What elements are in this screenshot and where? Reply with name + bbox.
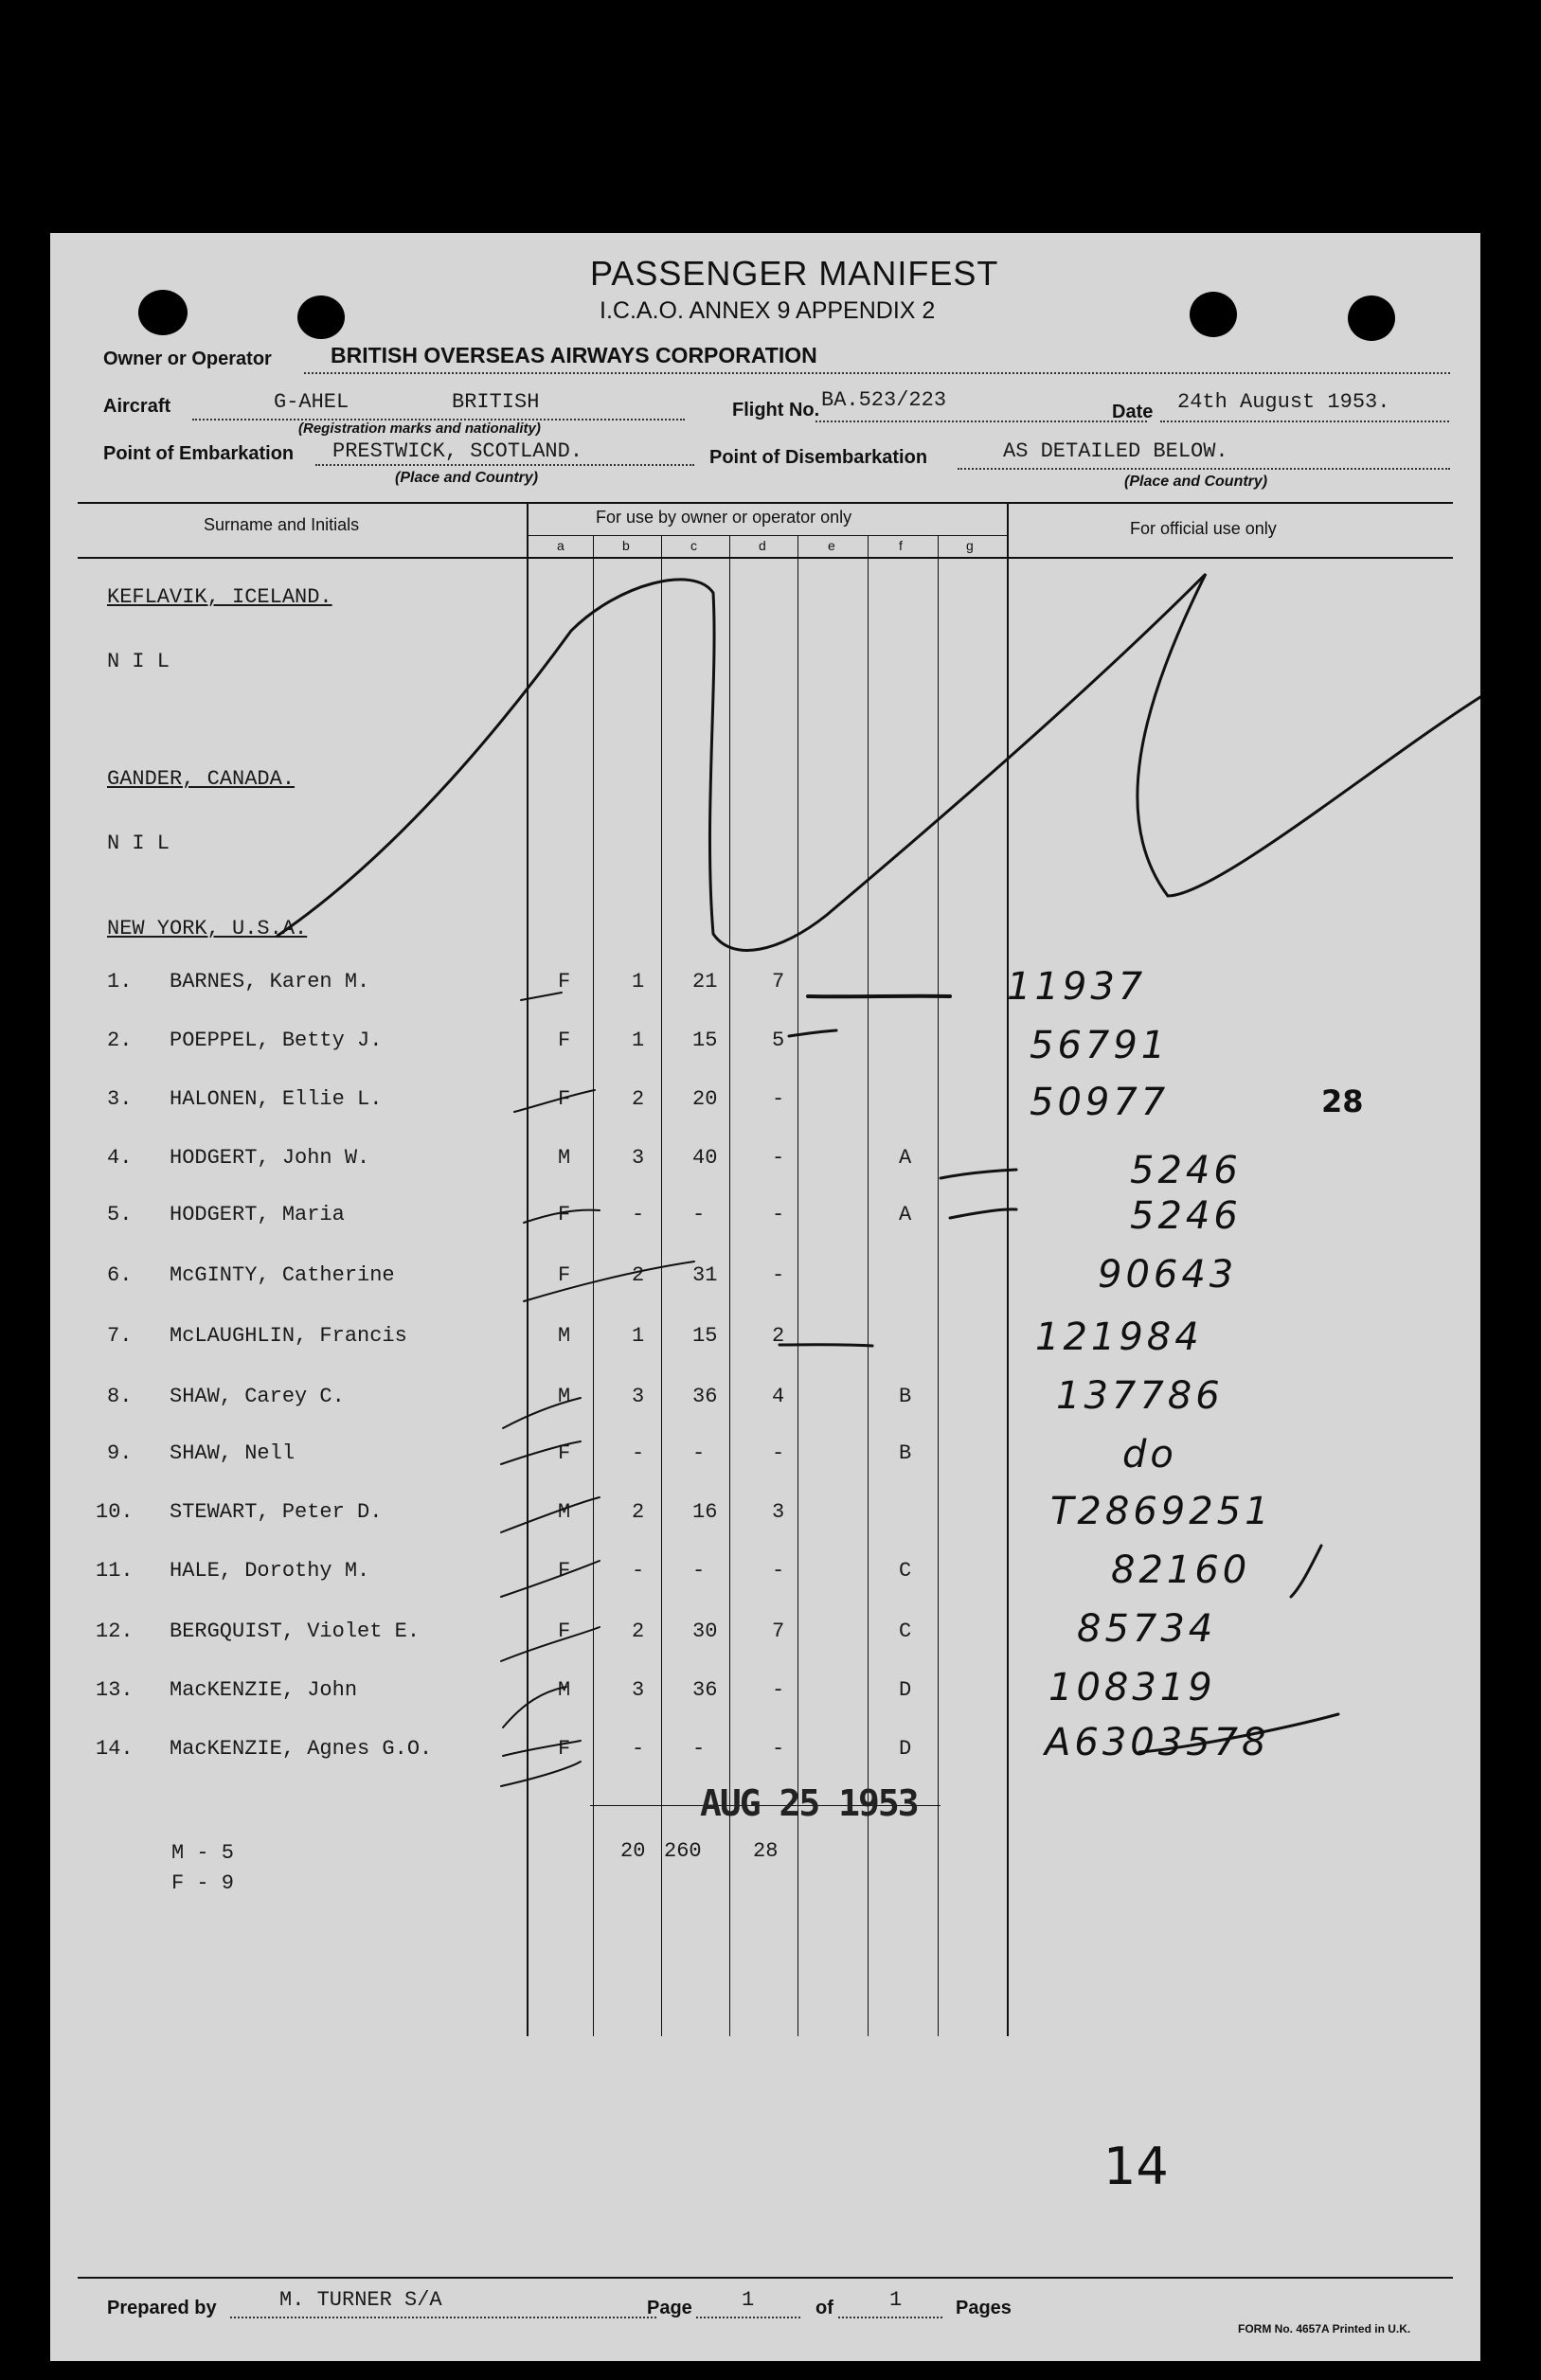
passenger-col-b: 3: [632, 1146, 645, 1170]
date-label: Date: [1112, 402, 1154, 422]
passenger-col-c: 16: [692, 1500, 718, 1524]
passenger-official-number: 121984: [1035, 1315, 1203, 1359]
passenger-official-number: 108319: [1048, 1666, 1216, 1709]
passenger-name: McGINTY, Catherine: [170, 1263, 395, 1287]
section-keflavik-title: KEFLAVIK, ICELAND.: [107, 585, 332, 609]
passenger-col-f: D: [899, 1737, 912, 1761]
passenger-official-number: 90643: [1098, 1253, 1238, 1297]
owner-value: BRITISH OVERSEAS AIRWAYS CORPORATION: [331, 343, 817, 367]
passenger-official-number: 50977: [1030, 1081, 1170, 1124]
passenger-number: 14.: [96, 1737, 134, 1761]
passenger-official-number: do: [1122, 1433, 1177, 1476]
passenger-col-c: 15: [692, 1029, 718, 1052]
passenger-col-b: 1: [632, 1324, 645, 1348]
passenger-col-c: 30: [692, 1619, 718, 1643]
passenger-col-d: -: [772, 1441, 785, 1465]
passenger-col-b: 2: [632, 1500, 645, 1524]
total-female: F - 9: [171, 1871, 235, 1895]
aircraft-nationality: BRITISH: [452, 390, 540, 414]
passenger-col-b: 2: [632, 1619, 645, 1643]
passenger-col-b: 3: [632, 1385, 645, 1408]
passenger-number: 5.: [107, 1203, 133, 1226]
page-title: PASSENGER MANIFEST: [590, 254, 999, 293]
surname-header: Surname and Initials: [204, 515, 360, 534]
aircraft-registration: G-AHEL: [274, 390, 349, 414]
passenger-number: 13.: [96, 1678, 134, 1702]
passenger-col-b: -: [632, 1737, 645, 1761]
embarkation-label: Point of Embarkation: [103, 443, 295, 464]
passenger-sex: F: [558, 1087, 571, 1111]
passenger-sex: F: [558, 1737, 571, 1761]
passenger-name: MacKENZIE, John: [170, 1678, 358, 1702]
pages-label: Pages: [956, 2298, 1012, 2318]
passenger-sex: M: [558, 1146, 571, 1170]
cancellation-scribble: [50, 233, 1480, 2361]
passenger-col-c: -: [692, 1559, 706, 1583]
passenger-sex: M: [558, 1500, 571, 1524]
manifest-sheet: [50, 233, 1480, 2361]
passenger-number: 12.: [96, 1619, 134, 1643]
passenger-sex: M: [558, 1678, 571, 1702]
passenger-col-d: -: [772, 1146, 785, 1170]
section-gander-body: N I L: [107, 832, 170, 855]
of-value: 1: [889, 2288, 903, 2312]
col-g-header: g: [966, 538, 974, 553]
prepared-label: Prepared by: [107, 2298, 217, 2318]
passenger-col-f: D: [899, 1678, 912, 1702]
embarkation-value: PRESTWICK, SCOTLAND.: [332, 439, 583, 463]
passenger-col-b: 2: [632, 1087, 645, 1111]
passenger-col-f: C: [899, 1559, 912, 1583]
passenger-col-c: -: [692, 1441, 706, 1465]
passenger-number: 1.: [107, 970, 133, 993]
section-newyork-title: NEW YORK, U.S.A.: [107, 917, 308, 940]
passenger-col-c: -: [692, 1737, 706, 1761]
passenger-col-c: 20: [692, 1087, 718, 1111]
passenger-name: HODGERT, John W.: [170, 1146, 370, 1170]
registration-note: (Registration marks and nationality): [298, 421, 541, 437]
passenger-name: STEWART, Peter D.: [170, 1500, 383, 1524]
passenger-col-b: -: [632, 1559, 645, 1583]
flight-date: 24th August 1953.: [1177, 390, 1390, 414]
passenger-col-d: -: [772, 1263, 785, 1287]
passenger-official-number: 5246: [1130, 1194, 1242, 1238]
passenger-col-f: A: [899, 1203, 912, 1226]
flight-number: BA.523/223: [821, 388, 947, 412]
flight-label: Flight No.: [732, 400, 820, 421]
passenger-name: POEPPEL, Betty J.: [170, 1029, 383, 1052]
form-number: FORM No. 4657A Printed in U.K.: [1238, 2322, 1411, 2335]
passenger-official-number: 11937: [1007, 965, 1147, 1009]
total-male: M - 5: [171, 1841, 235, 1865]
passenger-col-c: -: [692, 1203, 706, 1226]
col-d-header: d: [759, 538, 766, 553]
passenger-col-c: 21: [692, 970, 718, 993]
passenger-sex: F: [558, 1441, 571, 1465]
passenger-name: HALE, Dorothy M.: [170, 1559, 370, 1583]
passenger-sex: F: [558, 1203, 571, 1226]
total-col-c: 260: [664, 1839, 702, 1863]
passenger-number: 4.: [107, 1146, 133, 1170]
passenger-col-d: -: [772, 1203, 785, 1226]
passenger-official-number: T2869251: [1050, 1490, 1273, 1533]
passenger-name: HALONEN, Ellie L.: [170, 1087, 383, 1111]
of-label: of: [815, 2298, 833, 2318]
passenger-col-f: B: [899, 1441, 912, 1465]
passenger-name: BARNES, Karen M.: [170, 970, 370, 993]
col-c-header: c: [690, 538, 697, 553]
date-stamp: AUG 25 1953: [700, 1782, 918, 1824]
passenger-col-d: -: [772, 1559, 785, 1583]
passenger-number: 7.: [107, 1324, 133, 1348]
aircraft-label: Aircraft: [103, 396, 171, 417]
passenger-number: 9.: [107, 1441, 133, 1465]
col-f-header: f: [899, 538, 903, 553]
place-note-right: (Place and Country): [1124, 474, 1268, 490]
passenger-name: SHAW, Nell: [170, 1441, 296, 1465]
passenger-col-b: -: [632, 1203, 645, 1226]
section-keflavik-body: N I L: [107, 650, 170, 673]
passenger-col-d: -: [772, 1678, 785, 1702]
passenger-col-d: 2: [772, 1324, 785, 1348]
passenger-sex: F: [558, 970, 571, 993]
col-b-header: b: [622, 538, 630, 553]
operator-header: For use by owner or operator only: [596, 508, 852, 527]
owner-label: Owner or Operator: [103, 349, 272, 369]
passenger-name: BERGQUIST, Violet E.: [170, 1619, 421, 1643]
section-gander-title: GANDER, CANADA.: [107, 767, 296, 791]
passenger-official-number: A6303578: [1045, 1721, 1270, 1764]
disembarkation-label: Point of Disembarkation: [709, 447, 928, 468]
passenger-sex: F: [558, 1029, 571, 1052]
passenger-number: 6.: [107, 1263, 133, 1287]
prepared-value: M. TURNER S/A: [279, 2288, 442, 2312]
passenger-official-number: 85734: [1077, 1607, 1217, 1651]
page-subtitle: I.C.A.O. ANNEX 9 APPENDIX 2: [600, 297, 936, 324]
passenger-sex: M: [558, 1385, 571, 1408]
passenger-col-b: 1: [632, 1029, 645, 1052]
official-header: For official use only: [1130, 519, 1277, 538]
passenger-col-b: 3: [632, 1678, 645, 1702]
passenger-col-d: -: [772, 1087, 785, 1111]
page-label: Page: [647, 2298, 692, 2318]
passenger-col-d: -: [772, 1737, 785, 1761]
passenger-col-f: C: [899, 1619, 912, 1643]
passenger-number: 8.: [107, 1385, 133, 1408]
passenger-name: McLAUGHLIN, Francis: [170, 1324, 407, 1348]
passenger-col-d: 4: [772, 1385, 785, 1408]
passenger-name: HODGERT, Maria: [170, 1203, 345, 1226]
passenger-sex: F: [558, 1263, 571, 1287]
passenger-col-f: A: [899, 1146, 912, 1170]
passenger-col-c: 36: [692, 1385, 718, 1408]
passenger-col-d: 3: [772, 1500, 785, 1524]
total-col-d: 28: [753, 1839, 779, 1863]
passenger-sex: F: [558, 1559, 571, 1583]
place-note-left: (Place and Country): [395, 470, 539, 486]
passenger-name: MacKENZIE, Agnes G.O.: [170, 1737, 433, 1761]
col-a-header: a: [557, 538, 564, 553]
passenger-name: SHAW, Carey C.: [170, 1385, 345, 1408]
total-col-b: 20: [620, 1839, 646, 1863]
passenger-col-c: 15: [692, 1324, 718, 1348]
passenger-col-d: 7: [772, 970, 785, 993]
passenger-col-c: 31: [692, 1263, 718, 1287]
disembarkation-value: AS DETAILED BELOW.: [1003, 439, 1228, 463]
passenger-col-f: B: [899, 1385, 912, 1408]
col-e-header: e: [828, 538, 835, 553]
passenger-col-b: 1: [632, 970, 645, 993]
page-value: 1: [742, 2288, 755, 2312]
official-extra-note: 28: [1321, 1083, 1364, 1119]
passenger-number: 11.: [96, 1559, 134, 1583]
passenger-number: 2.: [107, 1029, 133, 1052]
passenger-col-c: 40: [692, 1146, 718, 1170]
passenger-official-number: 137786: [1056, 1374, 1224, 1418]
passenger-number: 3.: [107, 1087, 133, 1111]
passenger-official-number: 56791: [1030, 1024, 1170, 1067]
passenger-sex: M: [558, 1324, 571, 1348]
passenger-col-b: -: [632, 1441, 645, 1465]
passenger-col-c: 36: [692, 1678, 718, 1702]
handwritten-count: 14: [1103, 2137, 1169, 2196]
passenger-col-d: 7: [772, 1619, 785, 1643]
passenger-col-d: 5: [772, 1029, 785, 1052]
passenger-sex: F: [558, 1619, 571, 1643]
passenger-official-number: 5246: [1130, 1149, 1242, 1192]
passenger-official-number: 82160: [1111, 1548, 1251, 1592]
passenger-col-b: 2: [632, 1263, 645, 1287]
passenger-number: 10.: [96, 1500, 134, 1524]
